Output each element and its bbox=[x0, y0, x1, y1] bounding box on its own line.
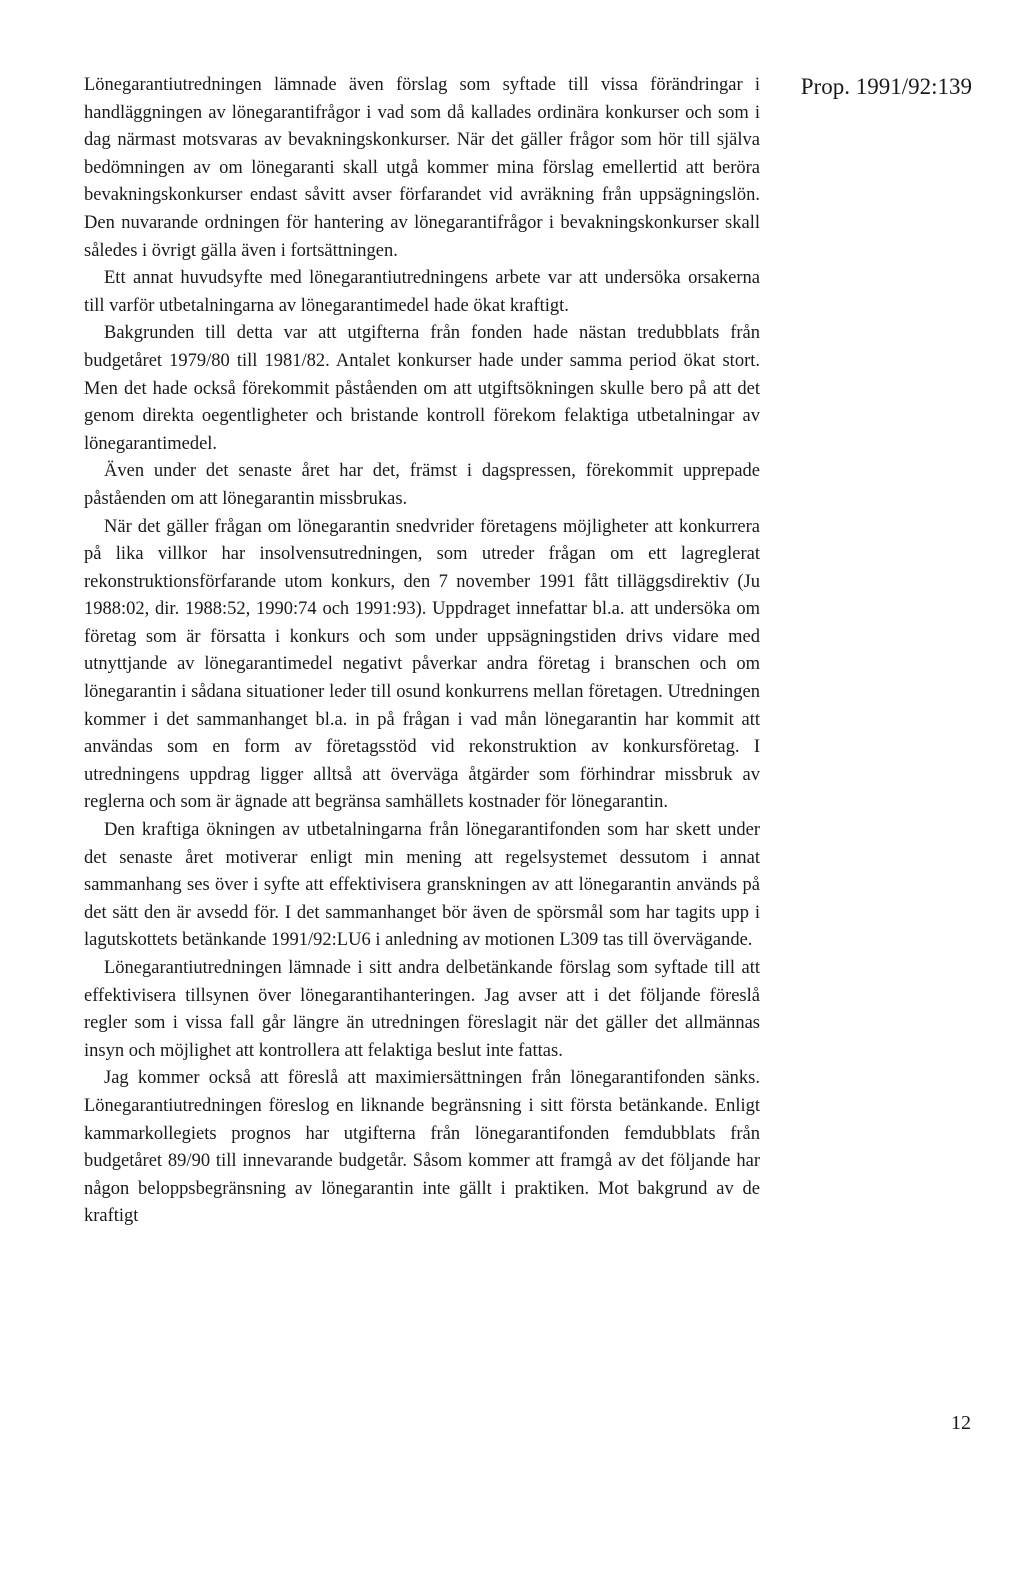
body-text bbox=[84, 72, 760, 1231]
paragraph-7: Lönegarantiutredningen lämnade i sitt andra delbetänkande förslag som syftade till att effektivisera tillsynen över lönegarantihanteringen. Jag avser att i det följande föreslå regler som i vissa fall går längre än utredningen föreslagit när det gäller det allmännas insyn och möjlighet att kontrollera att felaktiga beslut inte fattas. bbox=[84, 958, 760, 1061]
paragraph-6: Den kraftiga ökningen av utbetalningarna från lönegarantifonden som har skett under det senaste året motiverar enligt min mening att regelsystemet dessutom i annat sammanhang ses över i syfte att effektivisera granskningen av att lönegarantin används på det sätt den är avsedd för. I det sammanhanget bör även de spörsmål som har tagits upp i lagutskottets betänkande 1991/92:LU6 i anledning av motionen L309 tas till övervägande. bbox=[84, 820, 760, 951]
paragraph-1: Lönegarantiutredningen lämnade även förslag som syftade till vissa förändringar i handläggningen av lönegarantifrågor i vad som då kallades ordinära konkurser och som i dag närmast motsvaras av bevakningskonkurser. När det gäller frågor som hör till själva bedömningen av om lönegaranti skall utgå kommer mina förslag emellertid att beröra bevakningskonkurser endast såvitt avser förfarandet vid avräkning från uppsägningslön. Den nuvarande ordningen för hantering av lönegarantifrågor i bevakningskonkurser skall således i övrigt gälla även i fortsättningen. bbox=[84, 75, 760, 261]
page-number: 12 bbox=[951, 1412, 971, 1434]
document-reference: Prop. 1991/92:139 bbox=[800, 74, 972, 99]
paragraph-8: Jag kommer också att föreslå att maximiersättningen från lönegarantifonden sänks. Lönegarantiutredningen föreslog en liknande begränsning i sitt första betänkande. Enligt kammarkollegiets prognos har utgifterna från lönegarantifonden femdubblats från budgetåret 89/90 till innevarande budgetår. Såsom kommer att framgå av det följande har någon beloppsbegränsning av lönegarantin inte gällt i praktiken. Mot bakgrund av de kraftigt bbox=[84, 1068, 760, 1227]
paragraph-4: Även under det senaste året har det, främst i dagspressen, förekommit upprepade påståenden om att lönegarantin missbrukas. bbox=[84, 461, 760, 509]
paragraph-2: Ett annat huvudsyfte med lönegarantiutredningens arbete var att undersöka orsakerna till varför utbetalningarna av lönegarantimedel hade ökat kraftigt. bbox=[84, 268, 760, 316]
paragraph-3: Bakgrunden till detta var att utgifterna från fonden hade nästan tredubblats från budgetåret 1979/80 till 1981/82. Antalet konkurser hade under samma period ökat stort. Men det hade också förekommit påståenden om att utgiftsökningen skulle bero på att det genom direkta oegentligheter och bristande kontroll förekom felaktiga utbetalningar av lönegarantimedel. bbox=[84, 323, 760, 454]
paragraph-5: När det gäller frågan om lönegarantin snedvrider företagens möjligheter att konkurrera på lika villkor har insolvensutredningen, som utreder frågan om ett lagreglerat rekonstruktionsförfarande utom konkurs, den 7 november 1991 fått tilläggsdirektiv (Ju 1988:02, dir. 1988:52, 1990:74 och 1991:93). Uppdraget innefattar bl.a. att undersöka om företag som är försatta i konkurs och som under uppsägningstiden drivs vidare med utnyttjande av lönegarantimedel negativt påverkar andra företag i branschen och om lönegarantin i sådana situationer leder till osund konkurrens mellan företagen. Utredningen kommer i det sammanhanget bl.a. in på frågan i vad mån lönegarantin har kommit att användas som en form av företagsstöd vid rekonstruktion av konkursföretag. I utredningens uppdrag ligger alltså att överväga åtgärder som förhindrar missbruk av reglerna och som är ägnade att begränsa samhällets kostnader för lönegarantin. bbox=[84, 516, 760, 813]
